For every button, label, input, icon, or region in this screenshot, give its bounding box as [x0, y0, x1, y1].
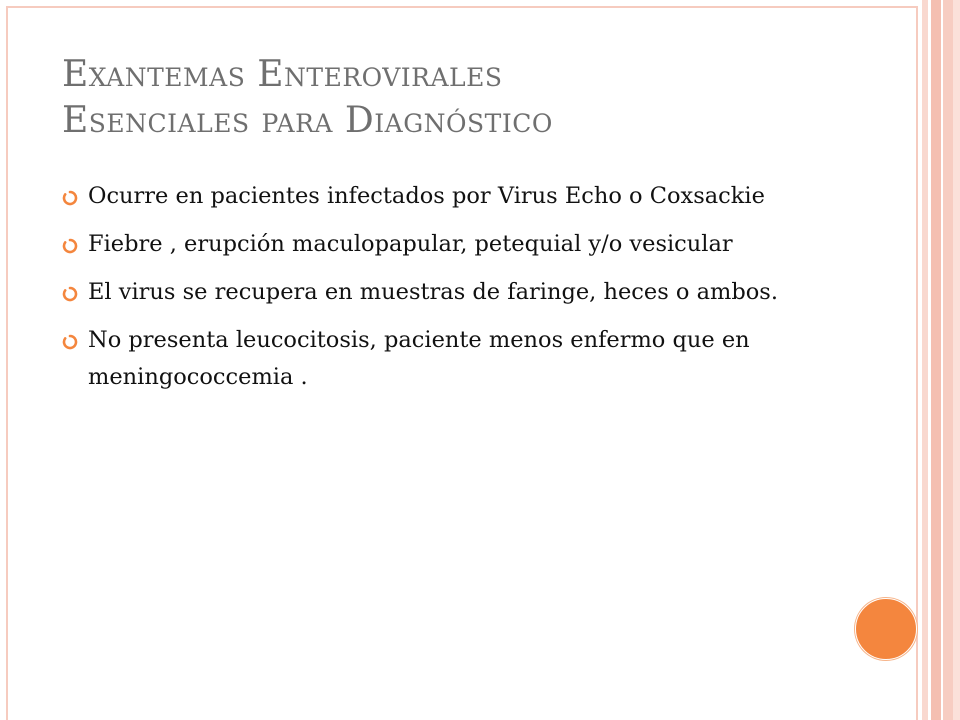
bullet-item — [62, 178, 842, 215]
decorative-stripe — [943, 0, 953, 720]
bullet-item — [62, 226, 842, 263]
slide-title — [62, 52, 862, 144]
decorative-circle — [855, 598, 917, 660]
bullet-text: Fiebre , erupción maculopapular, petequial y/o vesicular — [88, 231, 733, 257]
open-circle-icon — [62, 190, 78, 206]
bullet-text: El virus se recupera en muestras de faringe, heces o ambos. — [88, 279, 778, 305]
decorative-stripe — [953, 0, 960, 720]
slide-title-line-2: Esenciales para Diagnóstico — [62, 100, 553, 141]
decorative-stripe — [931, 0, 941, 720]
open-circle-icon — [62, 238, 78, 254]
open-circle-icon — [62, 334, 78, 350]
slide-title-line-1: Exantemas Enterovirales — [62, 54, 503, 95]
bullet-list — [62, 178, 842, 407]
bullet-text: No presenta leucocitosis, paciente menos enfermo que en meningococcemia . — [88, 327, 750, 390]
bullet-item — [62, 322, 842, 396]
bullet-item — [62, 274, 842, 311]
bullet-text: Ocurre en pacientes infectados por Virus Echo o Coxsackie — [88, 183, 765, 209]
open-circle-icon — [62, 286, 78, 302]
